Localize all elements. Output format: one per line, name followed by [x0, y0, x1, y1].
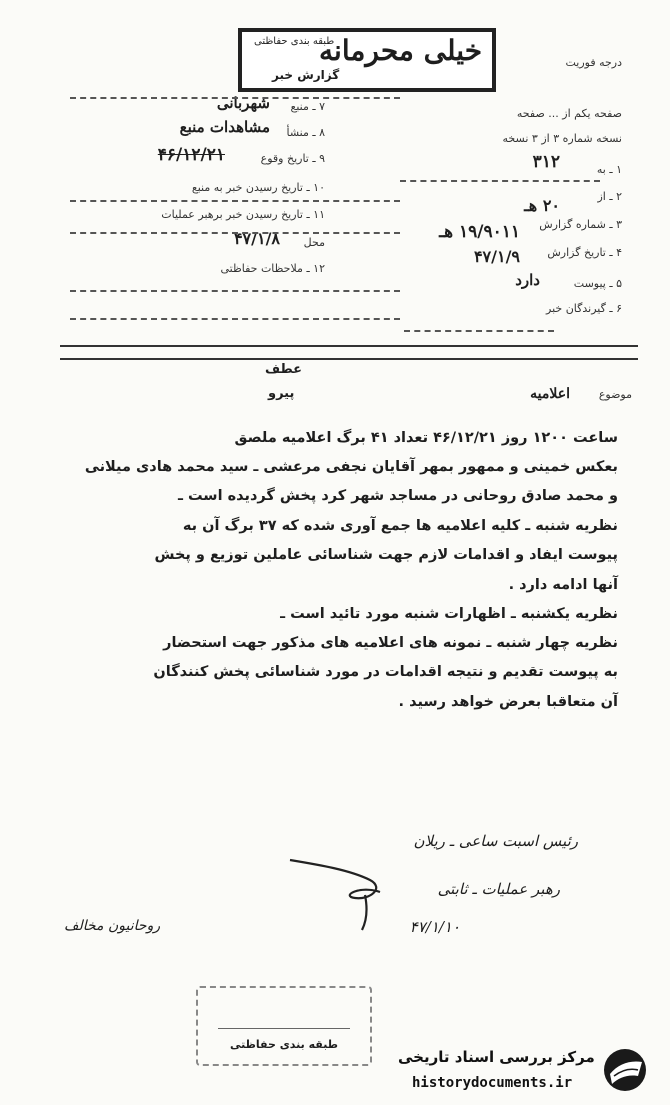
watermark-name: مرکز بررسی اسناد تاریخی [398, 1048, 595, 1066]
margin-note: روحانیون مخالف [64, 918, 161, 934]
field-from-label: ۲ ـ از [597, 190, 622, 203]
field-received-source-label: ۱۰ ـ تاریخ رسیدن خبر به منبع [191, 181, 325, 194]
field-report-date-label: ۴ ـ تاریخ گزارش [547, 246, 622, 259]
field-security-notes-label: ۱۲ ـ ملاحظات حفاظتی [220, 262, 325, 275]
stamp-rule [218, 1028, 350, 1029]
field-origin-value: مشاهدات منبع [179, 118, 270, 136]
stamp-sub2-text: گزارش خبر [272, 68, 340, 82]
signature-date: ۴۷/۱/۱۰ [409, 918, 460, 936]
field-to-value: ۳۱۲ [532, 152, 560, 172]
field-from-value: ۲۰ هـ [524, 196, 560, 215]
divider [60, 345, 638, 347]
field-source-value: شهربانی [216, 94, 270, 112]
field-report-number-value: ۱۹/۹۰۱۱ هـ [439, 222, 520, 242]
urgency-label: درجه فوریت [565, 56, 622, 69]
dotted-line [70, 318, 400, 320]
dotted-line [404, 330, 554, 332]
classification-stamp [238, 28, 496, 92]
body-line: آنها ادامه دارد . [508, 577, 618, 593]
stamp-sub-text: طبقه بندی حفاظتی [254, 36, 335, 47]
bottom-stamp-text: طبقه بندی حفاظتی [229, 1038, 339, 1051]
book-logo-icon [600, 1046, 650, 1094]
body-line: آن متعاقبا بعرض خواهد رسید . [398, 694, 618, 710]
field-to-label: ۱ ـ به [596, 163, 622, 176]
body-line: بعکس خمینی و ممهور بمهر آقایان نجفی مرعشی ـ سید محمد هادی میلانی [84, 459, 618, 475]
field-place-label: محل [303, 236, 325, 249]
bottom-classification-stamp [196, 986, 372, 1066]
body-line: نظریه یکشنبه ـ اظهارات شنبه مورد تائید است ـ [280, 606, 618, 622]
subject-label: موضوع [598, 388, 632, 401]
copy-label: نسخه شماره ۳ از ۳ نسخه [502, 132, 622, 145]
watermark-url: historydocuments.ir [412, 1075, 573, 1091]
field-occurrence-date-label: ۹ ـ تاریخ وقوع [260, 152, 325, 165]
field-attachment-value: دارد [515, 271, 540, 289]
signature-scribble [270, 840, 410, 935]
field-attachment-label: ۵ ـ پیوست [573, 277, 622, 290]
dotted-line [70, 232, 400, 234]
dotted-line [70, 290, 400, 292]
field-received-ops-label: ۱۱ ـ تاریخ رسیدن خبر برهبر عملیات [161, 208, 325, 221]
dotted-line [70, 97, 400, 99]
signature-line-2: رهبر عملیات ـ ثابتی [437, 880, 560, 898]
field-recipients-label: ۶ ـ گیرندگان خبر [546, 302, 622, 315]
field-occurrence-date-value: ۴۶/۱۲/۲۱ [157, 145, 225, 165]
body-line: نظریه چهار شنبه ـ نمونه های اعلامیه های مذکور جهت استحضار [163, 635, 618, 651]
field-place-value: ۴۷/۱/۸ [233, 229, 280, 248]
ref-peyro-label: پیرو [268, 386, 295, 401]
field-report-date-value: ۴۷/۱/۹ [473, 247, 520, 266]
body-line: پیوست ایفاد و اقدامات لازم جهت شناسائی عاملین توزیع و پخش [154, 547, 618, 563]
signature-line-1: رئیس اسبت ساعی ـ ریلان [413, 832, 578, 850]
subject-value: اعلامیه [530, 386, 570, 402]
divider [60, 358, 638, 360]
body-line: ساعت ۱۲۰۰ روز ۴۶/۱۲/۲۱ تعداد ۴۱ برگ اعلامیه ملصق [234, 430, 618, 446]
field-origin-label: ۸ ـ منشأ [286, 126, 325, 139]
body-line: و محمد صادق روحانی در مساجد شهر کرد پخش گردیده است ـ [177, 488, 618, 504]
field-report-number-label: ۳ ـ شماره گزارش [539, 218, 622, 231]
field-source-label: ۷ ـ منبع [290, 100, 325, 113]
ref-atf-label: عطف [265, 362, 303, 377]
dotted-line [70, 200, 400, 202]
body-line: به پیوست تقدیم و نتیجه اقدامات در مورد شناسائی پخش کنندگان [153, 664, 618, 680]
dotted-line [400, 180, 600, 182]
stamp-main-text: خیلی محرمانه [319, 34, 482, 67]
page-label: صفحه یکم از ... صفحه [516, 107, 622, 120]
body-line: نظریه شنبه ـ کلیه اعلامیه ها جمع آوری شده که ۳۷ برگ آن به [182, 518, 618, 534]
